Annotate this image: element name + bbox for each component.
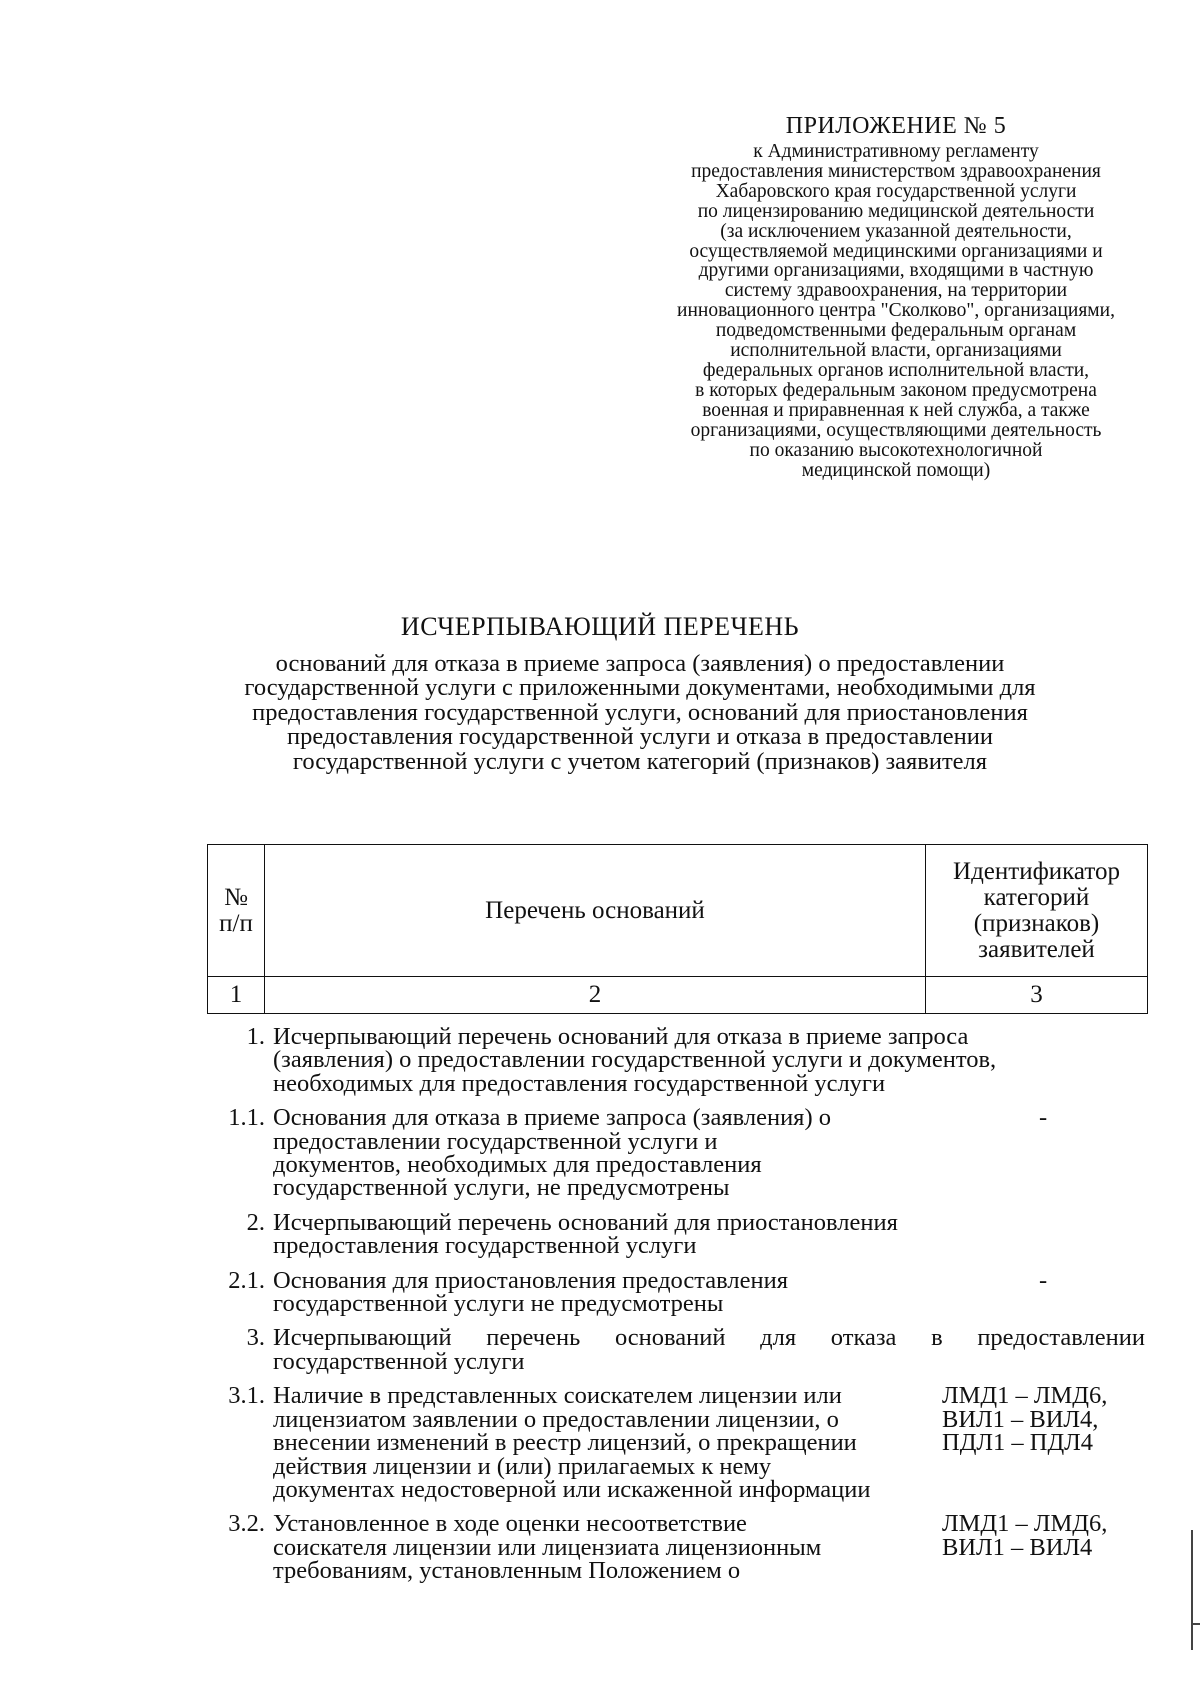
item-identifier-line: ВИЛ1 – ВИЛ4,: [942, 1405, 1099, 1433]
appendix-line: медицинской помощи): [801, 459, 991, 481]
subtitle-line: государственной услуги с учетом категорий (признаков) заявителя: [292, 747, 988, 775]
item-identifier-line: ЛМД1 – ЛМД6,: [942, 1382, 1108, 1410]
item-number: 1.1.: [228, 1104, 265, 1132]
header-identifier-line: Идентификатор: [953, 857, 1120, 885]
header-identifier-line: заявителей: [978, 935, 1095, 963]
list-item: [207, 1208, 1148, 1260]
item-identifier: [942, 1512, 1152, 1559]
item-text-line: государственной услуги: [273, 1347, 525, 1375]
appendix-line: к Административному регламенту: [753, 141, 1039, 162]
subtitle-line: государственной услуги с приложенными документами, необходимыми для: [244, 674, 1036, 702]
item-text: [273, 1208, 1145, 1260]
item-number: 3.2.: [228, 1510, 265, 1538]
appendix-line: исполнительной власти, организациями: [730, 340, 1062, 362]
item-text-line: государственной услуги не предусмотрены: [273, 1290, 724, 1318]
item-number: 3.1.: [228, 1382, 265, 1410]
item-text-line: Основания для отказа в приеме запроса (заявления) о: [273, 1104, 831, 1132]
item-text-line: требованиям, установленным Положением о: [273, 1557, 741, 1585]
item-text: [273, 1510, 873, 1585]
item-number: 3.: [246, 1324, 265, 1352]
appendix-line: (за исключением указанной деятельности,: [720, 220, 1072, 242]
document-title: ИСЧЕРПЫВАЮЩИЙ ПЕРЕЧЕНЬ: [400, 612, 800, 641]
item-identifier-line: ЛМД1 – ЛМД6,: [942, 1510, 1108, 1538]
header-number-cell: [208, 845, 265, 977]
column-number: 2: [265, 977, 926, 1014]
item-text-line: лицензиатом заявлении о предоставлении лицензии, о: [273, 1405, 839, 1433]
appendix-line: систему здравоохранения, на территории: [724, 280, 1068, 302]
subtitle-line: оснований для отказа в приеме запроса (заявления) о предоставлении: [275, 650, 1005, 677]
list-item: [207, 1106, 1148, 1200]
header-grounds-cell: Перечень оснований: [265, 845, 926, 977]
appendix-line: в которых федеральным законом предусмотрена: [695, 379, 1097, 401]
item-text-line: Исчерпывающий перечень оснований для отказа в предоставлении: [273, 1324, 1145, 1352]
item-text-line: документов, необходимых для предоставления: [273, 1151, 762, 1179]
item-text-line: Исчерпывающий перечень оснований для приостановления: [273, 1208, 898, 1236]
item-text-line: Наличие в представленных соискателем лицензии или: [273, 1382, 842, 1410]
item-identifier-line: ВИЛ1 – ВИЛ4: [942, 1533, 1093, 1561]
header-number-label: п/п: [219, 909, 253, 937]
item-text: [273, 1106, 873, 1200]
item-identifier: [942, 1382, 1152, 1457]
item-number: 2.1.: [228, 1266, 265, 1294]
item-text-line: Установленное в ходе оценки несоответствие: [273, 1510, 747, 1538]
scan-edge-tick: [1191, 1623, 1200, 1625]
item-text-line: внесении изменений в реестр лицензий, о прекращении: [273, 1429, 857, 1457]
item-text-line: Основания для приостановления предоставления: [273, 1266, 788, 1294]
scan-edge-mark: [1191, 1530, 1193, 1650]
appendix-line: организациями, осуществляющими деятельность: [690, 419, 1102, 441]
item-text: [273, 1266, 873, 1318]
list-item: [207, 1266, 1148, 1318]
column-number: 3: [926, 977, 1148, 1014]
appendix-block: [626, 112, 1166, 480]
column-number-row: [208, 977, 1148, 1014]
header-identifier-line: категорий: [983, 883, 1090, 911]
item-text: [273, 1384, 873, 1501]
grounds-list: [207, 1025, 1148, 1594]
appendix-line: осуществляемой медицинскими организациями и: [689, 240, 1103, 262]
appendix-line: федеральных органов исполнительной власти,: [702, 359, 1090, 381]
subtitle-line: предоставления государственной услуги и отказа в предоставлении: [287, 723, 993, 751]
header-number-sign: №: [224, 883, 248, 911]
item-text-line: документах недостоверной или искаженной информации: [273, 1475, 871, 1503]
list-item: [207, 1025, 1148, 1095]
item-text-line: государственной услуги, не предусмотрены: [273, 1174, 730, 1202]
list-item: [207, 1384, 1148, 1501]
appendix-line: по лицензированию медицинской деятельности: [697, 200, 1095, 222]
item-text: [273, 1025, 1145, 1095]
grounds-table-header: [207, 844, 1148, 1014]
column-number: 1: [208, 977, 265, 1014]
item-number: 2.: [246, 1208, 265, 1236]
item-text-line: Исчерпывающий перечень оснований для отказа в приеме запроса: [273, 1023, 969, 1050]
document-subtitle: [180, 652, 1100, 774]
appendix-caption: [626, 142, 1166, 480]
appendix-title: ПРИЛОЖЕНИЕ № 5: [785, 113, 1007, 139]
appendix-line: военная и приравненная к ней служба, а также: [702, 399, 1090, 421]
table-header-row: [208, 845, 1148, 977]
list-item: [207, 1326, 1148, 1373]
item-identifier-line: -: [1039, 1104, 1048, 1132]
appendix-line: по оказанию высокотехнологичной: [749, 439, 1043, 461]
item-text-line: (заявления) о предоставлении государственной услуги и документов,: [273, 1046, 997, 1074]
appendix-line: предоставления министерством здравоохранения: [691, 160, 1101, 182]
header-identifier-cell: [926, 845, 1148, 977]
item-text-line: соискателя лицензии или лицензиата лицензионным: [273, 1533, 822, 1561]
item-text-line: необходимых для предоставления государственной услуги: [273, 1069, 886, 1097]
appendix-line: инновационного центра "Сколково", организациями,: [677, 300, 1115, 322]
appendix-line: другими организациями, входящими в частную: [698, 260, 1094, 282]
item-identifier-line: -: [1039, 1266, 1048, 1294]
item-text-line: действия лицензии и (или) прилагаемых к нему: [273, 1452, 772, 1480]
item-identifier-line: ПДЛ1 – ПДЛ4: [942, 1429, 1094, 1457]
item-text-line: предоставлении государственной услуги и: [273, 1127, 718, 1155]
item-number: 1.: [246, 1023, 265, 1050]
header-identifier-line: (признаков): [973, 909, 1100, 937]
item-identifier: [1039, 1104, 1200, 1132]
list-item: [207, 1510, 1148, 1585]
appendix-line: Хабаровского края государственной услуги: [715, 180, 1077, 202]
appendix-line: подведомственными федеральным органам: [715, 320, 1077, 342]
subtitle-line: предоставления государственной услуги, оснований для приостановления: [252, 698, 1028, 726]
item-text-line: предоставления государственной услуги: [273, 1232, 697, 1260]
item-identifier: [1039, 1266, 1200, 1294]
item-text: [273, 1326, 1145, 1373]
